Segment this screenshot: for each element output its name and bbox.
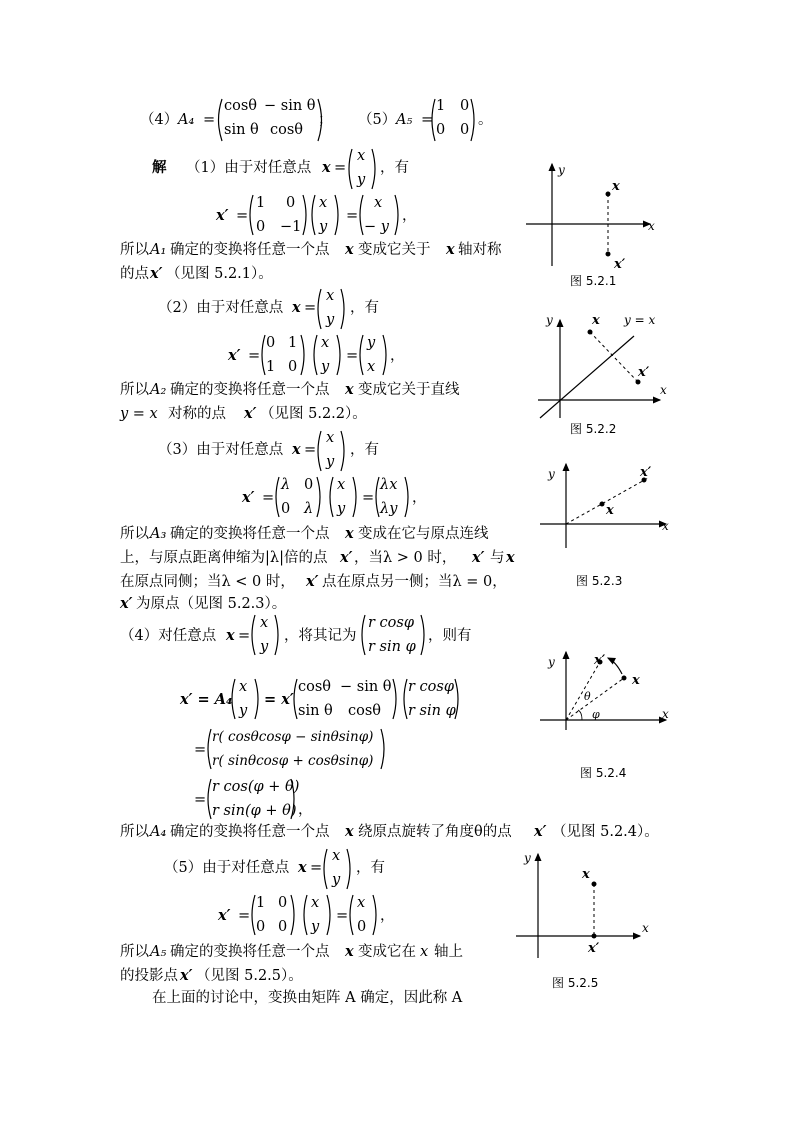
- svg-text:y: y: [524, 851, 531, 865]
- separator: ；: [318, 112, 333, 128]
- svg-text:x: x: [606, 503, 614, 518]
- svg-text:y: y: [548, 467, 555, 481]
- a4-m12: − sin θ: [264, 98, 316, 114]
- a4-symbol: A₄: [178, 112, 195, 128]
- svg-text:θ: θ: [584, 690, 591, 703]
- caption-5-2-2: 图 5.2.2: [570, 422, 617, 436]
- item-5-label: （5）: [358, 112, 397, 128]
- figure-5-2-4: [536, 648, 676, 732]
- svg-text:φ: φ: [592, 708, 600, 721]
- caption-5-2-5: 图 5.2.5: [552, 976, 599, 990]
- svg-text:x′: x′: [614, 257, 626, 270]
- a4-m22: cosθ: [270, 122, 304, 138]
- svg-text:x: x: [592, 313, 600, 328]
- svg-text:x′: x′: [640, 465, 652, 480]
- svg-text:x: x: [632, 673, 640, 688]
- svg-text:y: y: [548, 655, 555, 669]
- item-4-label: （4）: [140, 112, 179, 128]
- svg-text:x′: x′: [638, 365, 650, 380]
- caption-5-2-1: 图 5.2.1: [570, 274, 617, 288]
- last-line: 在上面的讨论中，变换由矩阵 A 确定，因此称 A: [152, 990, 463, 1006]
- solution-label: 解: [152, 159, 167, 176]
- a4-m21: sin θ: [224, 122, 259, 138]
- caption-5-2-4: 图 5.2.4: [580, 766, 627, 780]
- svg-text:y: y: [546, 313, 553, 327]
- svg-text:y = x: y = x: [624, 313, 656, 327]
- svg-text:x′: x′: [588, 941, 600, 956]
- figure-5-2-2: [530, 308, 670, 420]
- svg-text:x: x: [642, 921, 649, 935]
- figure-5-2-3: [536, 460, 676, 552]
- svg-text:y: y: [558, 163, 565, 177]
- svg-text:x: x: [582, 867, 590, 882]
- a4-m11: cosθ: [224, 98, 258, 114]
- caption-5-2-3: 图 5.2.3: [576, 574, 623, 588]
- figure-5-2-5: [514, 850, 654, 960]
- svg-text:x: x: [612, 179, 620, 194]
- svg-text:x: x: [662, 707, 669, 721]
- figure-5-2-1: [524, 158, 664, 270]
- svg-text:x: x: [660, 383, 667, 397]
- svg-text:x: x: [648, 219, 655, 233]
- a5-symbol: A₅: [396, 112, 413, 128]
- svg-text:x′: x′: [594, 653, 606, 668]
- svg-text:x: x: [662, 519, 669, 533]
